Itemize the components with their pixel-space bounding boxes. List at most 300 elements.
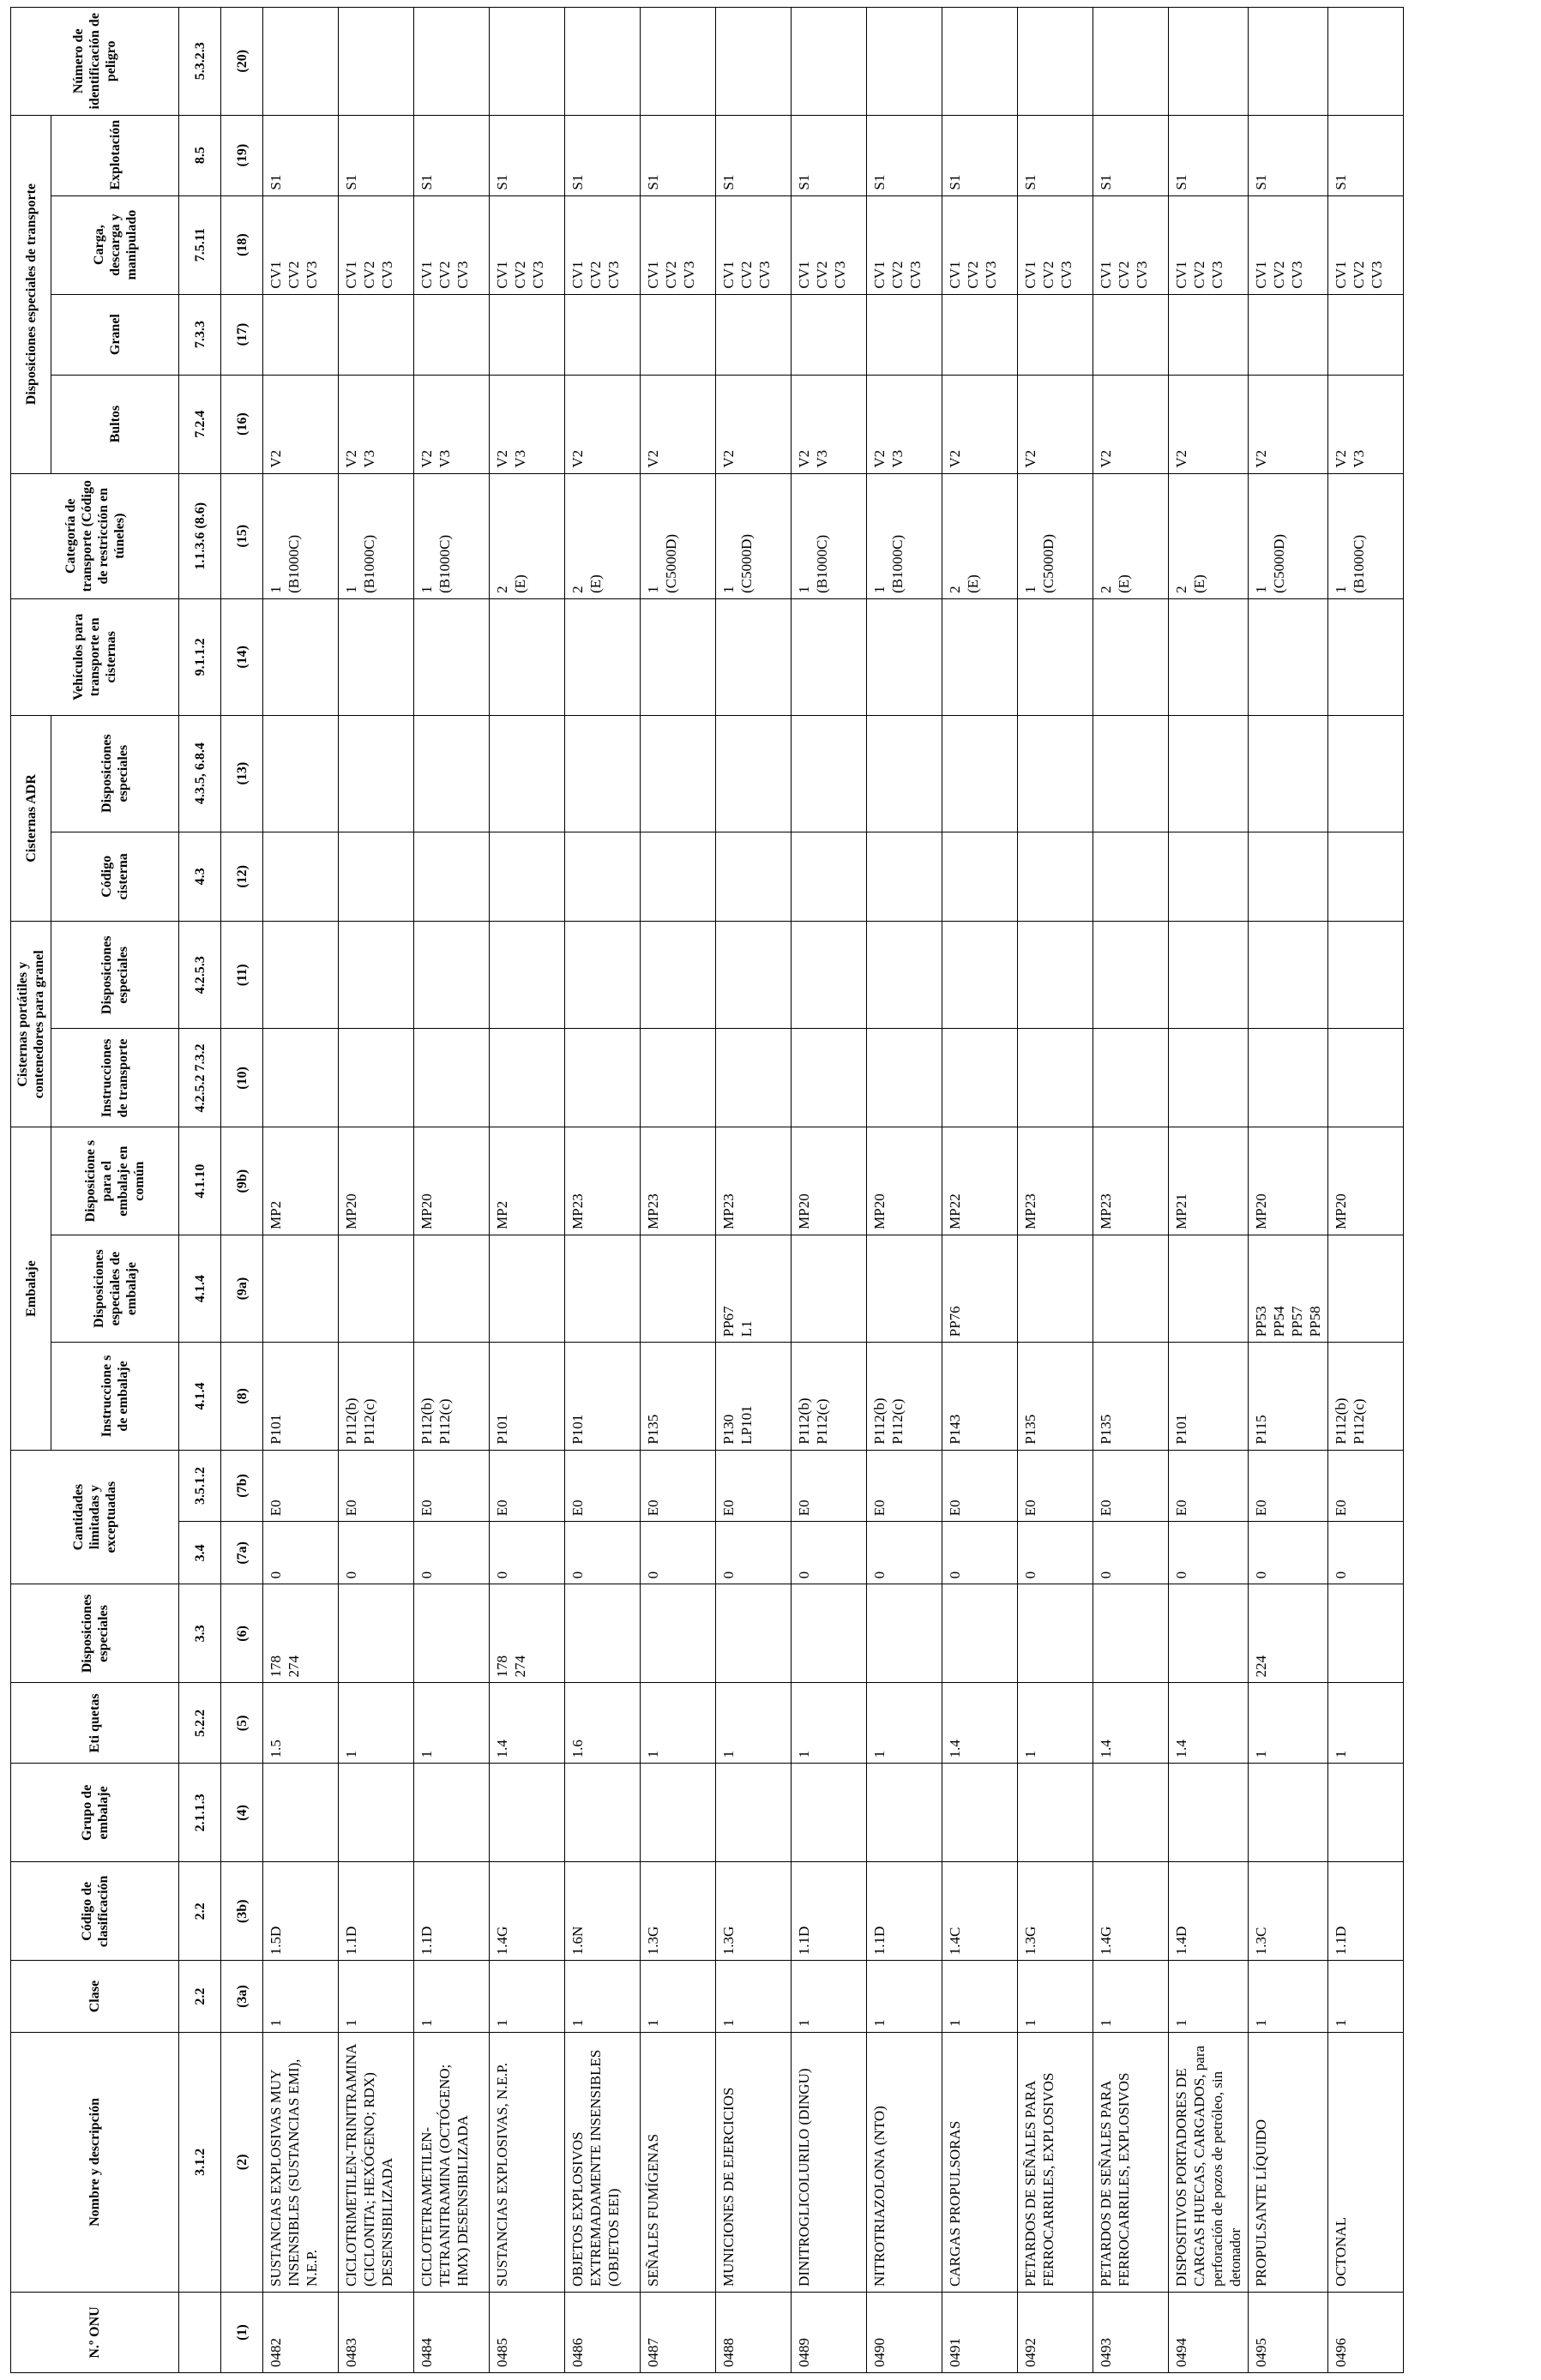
cell-disp_esp (867, 1584, 942, 1683)
cell-line: V3 (361, 449, 377, 468)
cell-line: CV3 (907, 261, 924, 289)
cell-clase: 1 (339, 1961, 414, 2033)
cell-disp_comun: MP23 (565, 1127, 641, 1235)
cell-instr_transp (339, 1029, 414, 1127)
cell-instr_transp (1018, 1029, 1093, 1127)
cell-line: V2 (796, 449, 812, 468)
cell-line: LP101 (738, 1405, 755, 1445)
cell-line: CV1 (947, 261, 963, 289)
cell-line: CV3 (454, 261, 471, 289)
cell-bultos (1093, 375, 1169, 473)
cell-clase: 1 (641, 1961, 716, 2033)
ref-cell-etiquetas: 5.2.2 (179, 1683, 221, 1764)
cell-line: P112(c) (361, 1398, 377, 1445)
cell-disp_comun: MP20 (792, 1127, 867, 1235)
cell-carga (565, 195, 641, 294)
cell-disp_cist_port (867, 922, 942, 1029)
cell-line: CV3 (1134, 261, 1150, 289)
cell-etiquetas: 1 (414, 1683, 490, 1764)
cell-cod_cisterna (641, 832, 716, 922)
cell-instr_emb (716, 1343, 792, 1450)
cell-explotacion: S1 (414, 115, 490, 195)
cell-cant_lim: 0 (641, 1522, 716, 1584)
cell-line: V3 (436, 449, 453, 468)
col-header-carga: Carga, descarga y manipulado (51, 195, 179, 294)
cell-disp_esp (1169, 1584, 1249, 1683)
cell-line: PP76 (947, 1306, 963, 1337)
cell-line: V2 (494, 449, 510, 468)
col-header-peligro: Número de identificación de peligro (11, 8, 179, 116)
cell-instr_transp (792, 1029, 867, 1127)
cell-line: 2 (1098, 586, 1114, 593)
cell-bultos (792, 375, 867, 473)
cell-disp_comun: MP23 (1093, 1127, 1169, 1235)
cell-grupo (942, 1764, 1018, 1862)
cell-disp_esp (1093, 1584, 1169, 1683)
cell-line: V2 (569, 449, 586, 468)
cell-peligro (867, 8, 942, 116)
num-cell-nombre: (2) (221, 2032, 263, 2292)
cell-codigo: 1.1D (1328, 1862, 1404, 1961)
cell-line: CV1 (1022, 261, 1038, 289)
cell-line: (B1000C) (436, 534, 453, 593)
cell-disp_cist_adr (1169, 715, 1249, 832)
cell-carga (792, 195, 867, 294)
num-cell-instr_emb: (8) (221, 1343, 263, 1450)
cell-line: 1 (268, 586, 284, 593)
cell-instr_emb (490, 1343, 565, 1450)
cell-line: L1 (738, 1320, 755, 1337)
cell-carga (1093, 195, 1169, 294)
cell-line: CV1 (796, 261, 812, 289)
cell-categoria (1169, 473, 1249, 598)
cell-peligro (1093, 8, 1169, 116)
table-row (716, 8, 792, 2373)
cell-etiquetas: 1.4 (942, 1683, 1018, 1764)
cell-line: (E) (512, 574, 528, 593)
cell-line: PP58 (1307, 1306, 1323, 1337)
cell-line: (B1000C) (286, 534, 302, 593)
cell-disp_comun: MP20 (1328, 1127, 1404, 1235)
cell-line: P112(b) (343, 1397, 359, 1445)
group-header-cantidades: Cantidades limitadas y exceptuadas (11, 1450, 179, 1584)
num-cell-carga: (18) (221, 195, 263, 294)
cell-cod_cisterna (942, 832, 1018, 922)
cell-line: CV3 (1289, 261, 1305, 289)
reference-row (179, 8, 221, 2373)
cell-vehiculos (1328, 598, 1404, 715)
cell-clase: 1 (1093, 1961, 1169, 2033)
cell-onu: 0496 (1328, 2292, 1404, 2372)
table-row (490, 8, 565, 2373)
cell-line: V3 (889, 449, 906, 468)
cell-disp_cist_adr (565, 715, 641, 832)
cell-cod_cisterna (263, 832, 339, 922)
cell-line: 178 (268, 1655, 284, 1678)
cell-vehiculos (1018, 598, 1093, 715)
cell-line: CV2 (1191, 261, 1207, 289)
cell-instr_emb (263, 1343, 339, 1450)
num-cell-disp_emb: (9a) (221, 1235, 263, 1342)
cell-line: V2 (1173, 449, 1189, 468)
cell-line: V2 (1022, 449, 1038, 468)
cell-peligro (414, 8, 490, 116)
cell-granel (1249, 294, 1328, 375)
cell-disp_emb (1169, 1235, 1249, 1342)
cell-line: CV1 (871, 261, 888, 289)
cell-line: (E) (965, 574, 981, 593)
cell-instr_emb (641, 1343, 716, 1450)
cell-onu: 0492 (1018, 2292, 1093, 2372)
cell-line: P112(b) (871, 1397, 888, 1445)
cell-vehiculos (792, 598, 867, 715)
cell-instr_emb (942, 1343, 1018, 1450)
cell-onu: 0487 (641, 2292, 716, 2372)
col-header-disp-esp: Disposiciones especiales (11, 1584, 179, 1683)
cell-onu: 0483 (339, 2292, 414, 2372)
cell-disp_emb (867, 1235, 942, 1342)
cell-line: P135 (1098, 1414, 1114, 1445)
cell-disp_emb (565, 1235, 641, 1342)
cell-line: CV2 (587, 261, 604, 289)
num-cell-categoria: (15) (221, 473, 263, 598)
ref-cell-peligro: 5.3.2.3 (179, 8, 221, 116)
cell-disp_cist_port (565, 922, 641, 1029)
cell-onu: 0488 (716, 2292, 792, 2372)
cell-instr_emb (792, 1343, 867, 1450)
cell-nombre: PETARDOS DE SEÑALES PARA FERROCARRILES, EXPLOSIVOS (1093, 2032, 1169, 2292)
cell-line: (B1000C) (361, 534, 377, 593)
cell-cod_cisterna (490, 832, 565, 922)
cell-granel (641, 294, 716, 375)
table-row (867, 8, 942, 2373)
cell-line: 274 (286, 1655, 302, 1678)
cell-instr_emb (339, 1343, 414, 1450)
cell-line: CV3 (530, 261, 546, 289)
cell-line: P112(c) (436, 1398, 453, 1445)
cell-codigo: 1.4G (1093, 1862, 1169, 1961)
num-cell-clase: (3a) (221, 1961, 263, 2033)
cell-cant_exc: E0 (414, 1450, 490, 1522)
cell-line: V2 (268, 449, 284, 468)
cell-cant_lim: 0 (1169, 1522, 1249, 1584)
cell-line: P101 (494, 1414, 510, 1445)
cell-instr_emb (565, 1343, 641, 1450)
cell-nombre: SUSTANCIAS EXPLOSIVAS MUY INSENSIBLES (SUSTANCIAS EMI), N.E.P. (263, 2032, 339, 2292)
cell-cod_cisterna (414, 832, 490, 922)
cell-instr_transp (867, 1029, 942, 1127)
cell-line: 1 (1022, 586, 1038, 593)
cell-instr_emb (867, 1343, 942, 1450)
table-row (1169, 8, 1249, 2373)
cell-cant_exc: E0 (716, 1450, 792, 1522)
cell-disp_cist_port (942, 922, 1018, 1029)
cell-grupo (565, 1764, 641, 1862)
cell-clase: 1 (1328, 1961, 1404, 2033)
cell-line: CV3 (605, 261, 622, 289)
col-header-disp-cist-adr: Disposiciones especiales (51, 715, 179, 832)
cell-instr_transp (716, 1029, 792, 1127)
cell-grupo (414, 1764, 490, 1862)
ref-cell-grupo: 2.1.1.3 (179, 1764, 221, 1862)
cell-disp_cist_adr (942, 715, 1018, 832)
cell-etiquetas: 1.4 (1169, 1683, 1249, 1764)
cell-cant_exc: E0 (1328, 1450, 1404, 1522)
cell-line: CV2 (738, 261, 755, 289)
cell-vehiculos (1093, 598, 1169, 715)
cell-codigo: 1.5D (263, 1862, 339, 1961)
cell-line: CV3 (983, 261, 999, 289)
cell-vehiculos (263, 598, 339, 715)
cell-instr_emb (1328, 1343, 1404, 1450)
col-header-granel: Granel (51, 294, 179, 375)
cell-line: (C5000D) (1040, 533, 1056, 593)
cell-explotacion: S1 (1093, 115, 1169, 195)
cell-line: CV1 (1173, 261, 1189, 289)
cell-etiquetas: 1.6 (565, 1683, 641, 1764)
cell-line: P101 (1173, 1414, 1189, 1445)
cell-line: 1 (645, 586, 661, 593)
cell-nombre: PROPULSANTE LÍQUIDO (1249, 2032, 1328, 2292)
cell-clase: 1 (867, 1961, 942, 2033)
cell-etiquetas: 1 (867, 1683, 942, 1764)
cell-onu: 0484 (414, 2292, 490, 2372)
cell-line: P115 (1253, 1415, 1269, 1445)
cell-nombre: OBJETOS EXPLOSIVOS EXTREMADAMENTE INSENSIBLES (OBJETOS EEI) (565, 2032, 641, 2292)
cell-line: CV3 (379, 261, 395, 289)
cell-carga (641, 195, 716, 294)
cell-line: V2 (947, 449, 963, 468)
cell-line: PP54 (1271, 1306, 1287, 1337)
num-cell-cant_lim: (7a) (221, 1522, 263, 1584)
cell-instr_transp (1328, 1029, 1404, 1127)
col-header-codigo: Código de clasificación (11, 1862, 179, 1961)
cell-bultos (1169, 375, 1249, 473)
cell-disp_emb (1018, 1235, 1093, 1342)
cell-bultos (1328, 375, 1404, 473)
cell-line: (B1000C) (1351, 534, 1367, 593)
cell-categoria (414, 473, 490, 598)
cell-cant_lim: 0 (716, 1522, 792, 1584)
cell-line: CV2 (663, 261, 679, 289)
cell-etiquetas: 1 (339, 1683, 414, 1764)
ref-cell-disp_cist_adr: 4.3.5, 6.8.4 (179, 715, 221, 832)
cell-codigo: 1.3C (1249, 1862, 1328, 1961)
cell-disp_cist_port (1169, 922, 1249, 1029)
cell-disp_cist_port (1018, 922, 1093, 1029)
cell-line: CV3 (1369, 261, 1385, 289)
header-group-row (11, 8, 51, 2373)
cell-line: 1 (1253, 586, 1269, 593)
group-header-cisternas-adr: Cisternas ADR (11, 715, 51, 921)
cell-instr_emb (1093, 1343, 1169, 1450)
cell-line: (E) (587, 574, 604, 593)
cell-clase: 1 (792, 1961, 867, 2033)
cell-etiquetas: 1 (792, 1683, 867, 1764)
cell-explotacion: S1 (490, 115, 565, 195)
cell-clase: 1 (716, 1961, 792, 2033)
cell-disp_esp (1018, 1584, 1093, 1683)
cell-disp_esp (565, 1584, 641, 1683)
cell-line: V2 (1098, 449, 1114, 468)
cell-codigo: 1.3G (1018, 1862, 1093, 1961)
cell-vehiculos (641, 598, 716, 715)
num-cell-instr_transp: (10) (221, 1029, 263, 1127)
cell-granel (490, 294, 565, 375)
cell-vehiculos (1249, 598, 1328, 715)
cell-line: (C5000D) (663, 533, 679, 593)
cell-line: CV3 (1058, 261, 1074, 289)
cell-disp_cist_port (339, 922, 414, 1029)
col-header-disp-comun: Disposicione s para el embalaje en común (51, 1127, 179, 1235)
cell-explotacion: S1 (867, 115, 942, 195)
cell-onu: 0482 (263, 2292, 339, 2372)
col-header-nombre: Nombre y descripción (11, 2032, 179, 2292)
cell-granel (1169, 294, 1249, 375)
table-body (263, 8, 1404, 2373)
cell-cant_exc: E0 (792, 1450, 867, 1522)
cell-disp_cist_port (792, 922, 867, 1029)
cell-disp_comun: MP21 (1169, 1127, 1249, 1235)
cell-codigo: 1.3G (641, 1862, 716, 1961)
cell-bultos (1249, 375, 1328, 473)
cell-cod_cisterna (1093, 832, 1169, 922)
cell-codigo: 1.4C (942, 1862, 1018, 1961)
ref-cell-cant_lim: 3.4 (179, 1522, 221, 1584)
cell-disp_cist_port (1093, 922, 1169, 1029)
cell-line: CV3 (304, 261, 320, 289)
cell-disp_cist_adr (1328, 715, 1404, 832)
cell-line: V2 (720, 449, 737, 468)
cell-line: CV2 (286, 261, 302, 289)
cell-cant_exc: E0 (263, 1450, 339, 1522)
cell-carga (490, 195, 565, 294)
cell-line: CV2 (1040, 261, 1056, 289)
cell-explotacion: S1 (942, 115, 1018, 195)
cell-disp_comun: MP23 (641, 1127, 716, 1235)
cell-disp_emb (490, 1235, 565, 1342)
cell-codigo: 1.4D (1169, 1862, 1249, 1961)
cell-cant_lim: 0 (565, 1522, 641, 1584)
cell-line: CV1 (494, 261, 510, 289)
cell-granel (792, 294, 867, 375)
ref-cell-instr_transp: 4.2.5.2 7.3.2 (179, 1029, 221, 1127)
cell-bultos (867, 375, 942, 473)
cell-codigo: 1.1D (792, 1862, 867, 1961)
ref-cell-cant_exc: 3.5.1.2 (179, 1450, 221, 1522)
cell-disp_cist_adr (339, 715, 414, 832)
cell-line: CV1 (1253, 261, 1269, 289)
cell-codigo: 1.6N (565, 1862, 641, 1961)
cell-vehiculos (867, 598, 942, 715)
col-header-bultos: Bultos (51, 375, 179, 473)
cell-grupo (716, 1764, 792, 1862)
cell-bultos (263, 375, 339, 473)
group-header-cisternas-portatiles: Cisternas portátiles y contenedores para granel (11, 922, 51, 1127)
cell-disp_cist_adr (1249, 715, 1328, 832)
cell-granel (1018, 294, 1093, 375)
cell-disp_cist_port (490, 922, 565, 1029)
cell-line: P112(c) (1351, 1398, 1367, 1445)
cell-line: V2 (1333, 449, 1349, 468)
cell-disp_esp (792, 1584, 867, 1683)
cell-line: P135 (1022, 1414, 1038, 1445)
cell-disp_esp (414, 1584, 490, 1683)
cell-etiquetas: 1.5 (263, 1683, 339, 1764)
cell-line: 1 (796, 586, 812, 593)
cell-vehiculos (414, 598, 490, 715)
ref-cell-onu (179, 2292, 221, 2372)
cell-line: P101 (569, 1414, 586, 1445)
col-header-instr-emb: Instruccione s de embalaje (51, 1343, 179, 1450)
cell-line: CV1 (268, 261, 284, 289)
cell-onu: 0489 (792, 2292, 867, 2372)
cell-nombre: PETARDOS DE SEÑALES PARA FERROCARRILES, EXPLOSIVOS (1018, 2032, 1093, 2292)
cell-categoria (716, 473, 792, 598)
cell-line: 1 (871, 586, 888, 593)
cell-instr_transp (565, 1029, 641, 1127)
cell-line: CV2 (1116, 261, 1132, 289)
cell-carga (414, 195, 490, 294)
cell-categoria (1093, 473, 1169, 598)
cell-explotacion: S1 (263, 115, 339, 195)
cell-granel (1328, 294, 1404, 375)
cell-grupo (792, 1764, 867, 1862)
cell-line: 178 (494, 1655, 510, 1678)
cell-disp_comun: MP20 (339, 1127, 414, 1235)
cell-line: V3 (814, 449, 830, 468)
cell-bultos (942, 375, 1018, 473)
cell-carga (942, 195, 1018, 294)
cell-disp_comun: MP23 (716, 1127, 792, 1235)
cell-disp_cist_port (1328, 922, 1404, 1029)
cell-line: P112(b) (418, 1397, 435, 1445)
cell-categoria (792, 473, 867, 598)
cell-instr_transp (490, 1029, 565, 1127)
cell-line: CV2 (965, 261, 981, 289)
cell-line: CV1 (343, 261, 359, 289)
cell-cod_cisterna (867, 832, 942, 922)
col-header-instr-transp: Instrucciones de transporte (51, 1029, 179, 1127)
cell-line: 1 (1333, 586, 1349, 593)
cell-disp_comun: MP22 (942, 1127, 1018, 1235)
cell-etiquetas: 1.4 (490, 1683, 565, 1764)
cell-etiquetas: 1 (1328, 1683, 1404, 1764)
cell-vehiculos (565, 598, 641, 715)
cell-peligro (942, 8, 1018, 116)
cell-line: PP53 (1253, 1306, 1269, 1337)
cell-grupo (1249, 1764, 1328, 1862)
cell-carga (1169, 195, 1249, 294)
cell-disp_comun: MP20 (867, 1127, 942, 1235)
column-number-row (221, 8, 263, 2373)
cell-disp_comun: MP20 (1249, 1127, 1328, 1235)
cell-clase: 1 (565, 1961, 641, 2033)
cell-bultos (339, 375, 414, 473)
cell-nombre: CICLOTRIMETILEN-TRINITRAMINA (CICLONITA; HEXÓGENO; RDX) DESENSIBILIZADA (339, 2032, 414, 2292)
ref-cell-instr_emb: 4.1.4 (179, 1343, 221, 1450)
ref-cell-carga: 7.5.11 (179, 195, 221, 294)
num-cell-disp_cist_port: (11) (221, 922, 263, 1029)
cell-cant_lim: 0 (490, 1522, 565, 1584)
cell-nombre: SUSTANCIAS EXPLOSIVAS, N.E.P. (490, 2032, 565, 2292)
cell-line: V2 (645, 449, 661, 468)
cell-codigo: 1.1D (414, 1862, 490, 1961)
table-row (641, 8, 716, 2373)
cell-granel (867, 294, 942, 375)
cell-cod_cisterna (716, 832, 792, 922)
cell-vehiculos (1169, 598, 1249, 715)
